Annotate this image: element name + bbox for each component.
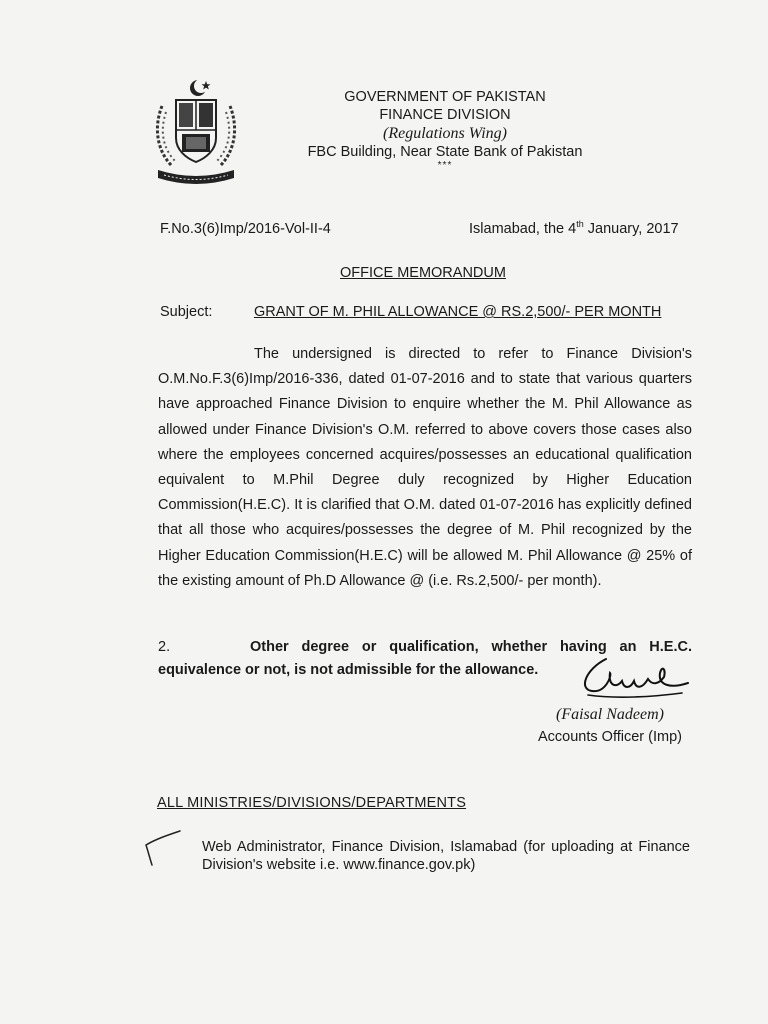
government-title: GOVERNMENT OF PAKISTAN <box>344 89 546 105</box>
distribution-heading: ALL MINISTRIES/DIVISIONS/DEPARTMENTS <box>157 795 467 811</box>
file-number: F.No.3(6)Imp/2016-Vol-II-4 <box>160 221 331 237</box>
signatory-name: (Faisal Nadeem) <box>556 706 664 723</box>
date-prefix: Islamabad, the 4 <box>469 220 577 237</box>
division-title: FINANCE DIVISION <box>379 107 511 123</box>
subject-label: Subject: <box>160 304 213 320</box>
copy-tick-mark <box>142 827 184 867</box>
date-suffix: January, 2017 <box>583 220 679 237</box>
memo-title: OFFICE MEMORANDUM <box>340 265 506 281</box>
wing-title: (Regulations Wing) <box>383 125 507 142</box>
paragraph-2-number: 2. <box>158 639 171 655</box>
address-line: FBC Building, Near State Bank of Pakistan <box>307 144 583 160</box>
copy-to-text: Web Administrator, Finance Division, Islamabad (for uploading at Finance Division's website i.e. www.finance.gov.pk) <box>202 839 690 873</box>
signatory-title: Accounts Officer (Imp) <box>538 729 682 745</box>
date-line <box>469 219 679 237</box>
paragraph-1: The undersigned is directed to refer to Finance Division's O.M.No.F.3(6)Imp/2016-336, dated 01-07-2016 and to state that various quarters have approached Finance Division to enquire whether the M. Phil Allowance as allowed under Finance Division's O.M. referred to above covers those cases also where the employees concerned acquires/possesses an educational qualification equivalent to M.Phil Degree duly recognized by Higher Education Commission(H.E.C). It is clarified that O.M. dated 01-07-2016 has explicitly defined that all those who acquires/possesses the degree of M. Phil recognized by the Higher Education Commission(H.E.C) will be allowed M. Phil Allowance @ 25% of the existing amount of Ph.D Allowance @ (i.e. Rs.2,500/- per month). <box>158 346 692 589</box>
letterhead <box>290 88 600 171</box>
state-emblem <box>150 78 242 188</box>
paragraph-2-text: Other degree or qualification, whether having an H.E.C. equivalence or not, is not admissible for the allowance. <box>158 639 692 678</box>
date-superscript: th <box>576 219 584 229</box>
header-stars: *** <box>437 160 453 171</box>
subject-text: GRANT OF M. PHIL ALLOWANCE @ RS.2,500/- PER MONTH <box>254 304 662 320</box>
